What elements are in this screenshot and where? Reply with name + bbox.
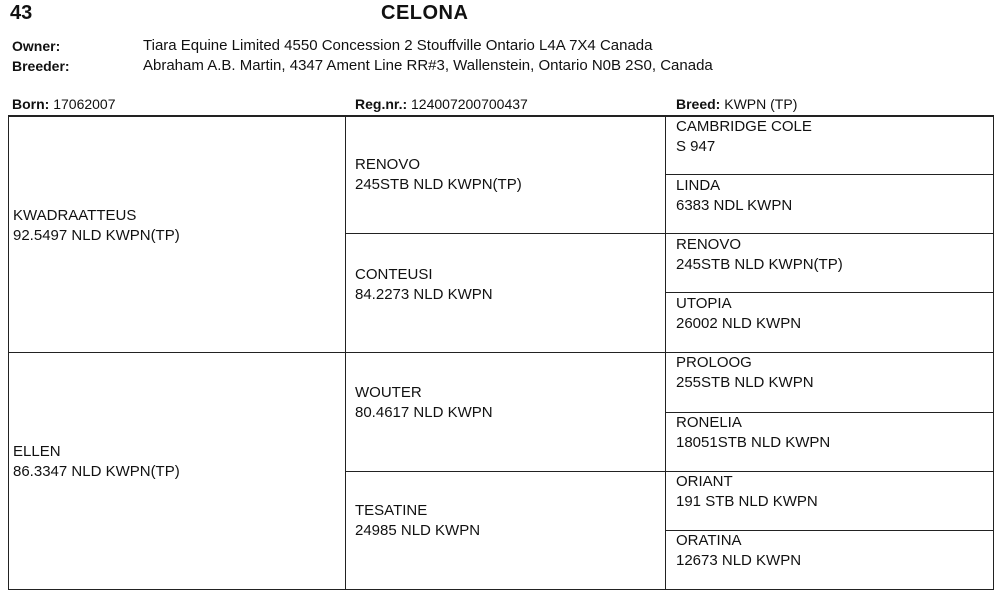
pedigree-table [8,116,994,590]
gen3-reg: 12673 NLD KWPN [676,552,802,569]
sire-name: KWADRAATTEUS [13,207,137,224]
dam-name: ELLEN [13,443,61,460]
gen3-name: UTOPIA [676,295,732,312]
gen3-entry [676,472,818,512]
gen3-entry [676,176,792,216]
gen3-reg: 255STB NLD KWPN [676,374,814,391]
gen3-reg: 245STB NLD KWPN(TP) [676,256,843,273]
gen3-name: RONELIA [676,414,742,431]
gen3-name: RENOVO [676,236,742,253]
gen2-name: CONTEUSI [355,266,433,283]
breed-field [676,96,797,112]
horse-name-title: CELONA [381,2,469,24]
reg-value: 124007200700437 [411,96,528,112]
gen2-entry [355,501,480,541]
sire-entry [13,206,180,246]
gen2-reg: 24985 NLD KWPN [355,522,481,539]
row-divider-gen3-a [665,174,993,175]
gen3-reg: 18051STB NLD KWPN [676,434,831,451]
gen2-entry [355,265,493,305]
owner-value: Tiara Equine Limited 4550 Concession 2 Stouffville Ontario L4A 7X4 Canada [143,37,653,54]
breed-label: Breed: [676,96,721,112]
gen3-name: ORIANT [676,473,733,490]
gen2-reg: 245STB NLD KWPN(TP) [355,176,522,193]
column-divider-1 [345,116,346,590]
reg-field [355,96,528,112]
gen3-name: ORATINA [676,532,742,549]
dam-reg: 86.3347 NLD KWPN(TP) [13,463,180,480]
dam-entry [13,442,180,482]
breeder-label: Breeder: [12,58,70,74]
gen2-name: RENOVO [355,156,421,173]
gen3-reg: 26002 NLD KWPN [676,315,802,332]
gen3-name: CAMBRIDGE COLE [676,118,812,135]
owner-label: Owner: [12,38,61,54]
born-value: 17062007 [53,96,116,112]
gen2-entry [355,155,522,195]
born-field [12,96,116,112]
gen2-entry [355,383,493,423]
catalog-number: 43 [10,2,33,24]
gen2-reg: 84.2273 NLD KWPN [355,286,493,303]
gen3-entry [676,294,801,334]
gen2-name: TESATINE [355,502,428,519]
row-divider-gen2-a [345,233,993,234]
sire-reg: 92.5497 NLD KWPN(TP) [13,227,180,244]
gen3-reg: S 947 [676,138,716,155]
gen3-entry [676,531,801,571]
gen3-entry [676,117,812,157]
born-label: Born: [12,96,50,112]
breeder-value: Abraham A.B. Martin, 4347 Ament Line RR#3, Wallenstein, Ontario N0B 2S0, Canada [143,57,713,74]
gen3-entry [676,235,843,275]
column-divider-2 [665,116,666,590]
row-divider-gen3-b [665,292,993,293]
gen3-entry [676,353,814,393]
gen3-entry [676,413,830,453]
gen3-name: LINDA [676,177,721,194]
reg-label: Reg.nr.: [355,96,408,112]
row-divider-gen2-b [345,471,993,472]
breed-value: KWPN (TP) [724,96,798,112]
gen3-name: PROLOOG [676,354,752,371]
gen3-reg: 191 STB NLD KWPN [676,493,818,510]
row-divider-gen1 [9,352,993,353]
gen2-name: WOUTER [355,384,422,401]
gen2-reg: 80.4617 NLD KWPN [355,404,493,421]
gen3-reg: 6383 NDL KWPN [676,197,793,214]
